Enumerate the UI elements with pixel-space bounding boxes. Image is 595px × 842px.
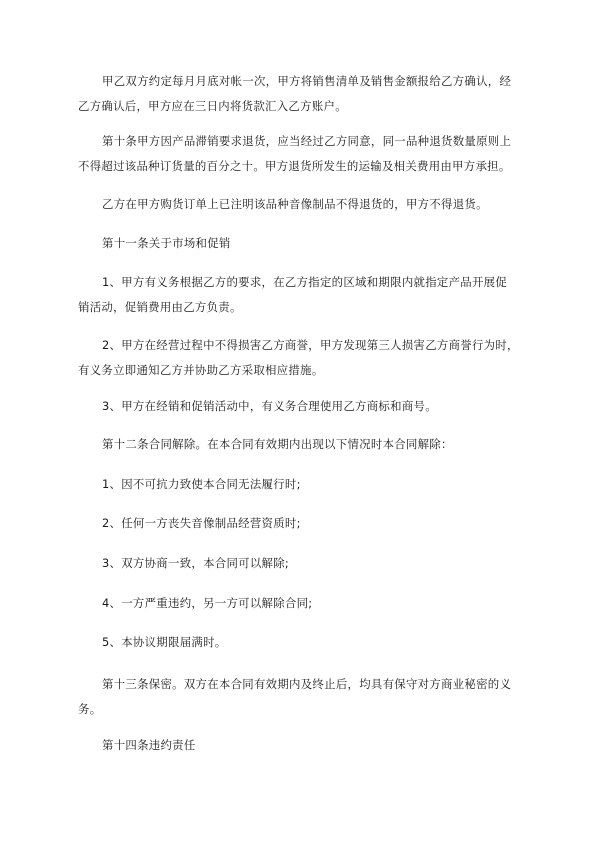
text-line: 4、一方严重违约，另一方可以解除合同;: [102, 596, 313, 610]
text-line: 2、任何一方丧失音像制品经营资质时;: [102, 516, 301, 530]
text-line: 第十条甲方因产品滞销要求退货，应当经过乙方同意，同一品种退货数量原则上: [102, 134, 512, 148]
heading-article-11: [78, 231, 524, 256]
text-line: 3、甲方在经销和促销活动中，有义务合理使用乙方商标和商号。: [102, 399, 437, 413]
text-line: 务。: [78, 702, 102, 716]
text-line: 第十一条关于市场和促销: [102, 236, 231, 250]
text-line: 1、甲方有义务根据乙方的要求，在乙方指定的区域和期限内就指定产品开展促: [102, 275, 508, 289]
paragraph-article-10: [78, 129, 524, 179]
text-line: 2、甲方在经营过程中不得损害乙方商誉，甲方发现第三人损害乙方商誉行为时，: [102, 338, 519, 352]
text-line: 1、因不可抗力致使本合同无法履行时;: [102, 477, 301, 491]
paragraph-promotion-1: [78, 270, 524, 320]
list-item-termination-4: [78, 591, 524, 616]
text-line: 5、本协议期限届满时。: [102, 635, 227, 649]
text-line: 甲乙双方约定每月月底对帐一次，甲方将销售清单及销售金额报给乙方确认，经: [102, 74, 512, 88]
text-line: 有义务立即通知乙方并协助乙方采取相应措施。: [78, 363, 324, 377]
text-line: 第十三条保密。双方在本合同有效期内及终止后，均具有保守对方商业秘密的义: [102, 677, 512, 691]
text-line: 第十二条合同解除。在本合同有效期内出现以下情况时本合同解除：: [102, 437, 453, 451]
paragraph-promotion-3: [78, 394, 524, 419]
paragraph-promotion-2: [78, 333, 524, 383]
text-line: 乙方在甲方购货订单上已注明该品种音像制品不得退货的，甲方不得退货。: [102, 197, 488, 211]
list-item-termination-2: [78, 511, 524, 536]
paragraph-no-return: [78, 192, 524, 217]
paragraph-settlement: [78, 69, 524, 119]
heading-article-12: [78, 432, 524, 457]
paragraph-article-13: [78, 672, 524, 722]
text-line: 销活动，促销费用由乙方负责。: [78, 300, 242, 314]
text-line: 不得超过该品种订货量的百分之十。甲方退货所发生的运输及相关费用由甲方承担。: [78, 159, 511, 173]
text-line: 第十四条违约责任: [102, 738, 196, 752]
heading-article-14: [78, 733, 524, 758]
list-item-termination-3: [78, 551, 524, 576]
text-line: 3、双方协商一致，本合同可以解除;: [102, 556, 290, 570]
list-item-termination-1: [78, 472, 524, 497]
list-item-termination-5: [78, 630, 524, 655]
text-line: 乙方确认后，甲方应在三日内将货款汇入乙方账户。: [78, 99, 347, 113]
